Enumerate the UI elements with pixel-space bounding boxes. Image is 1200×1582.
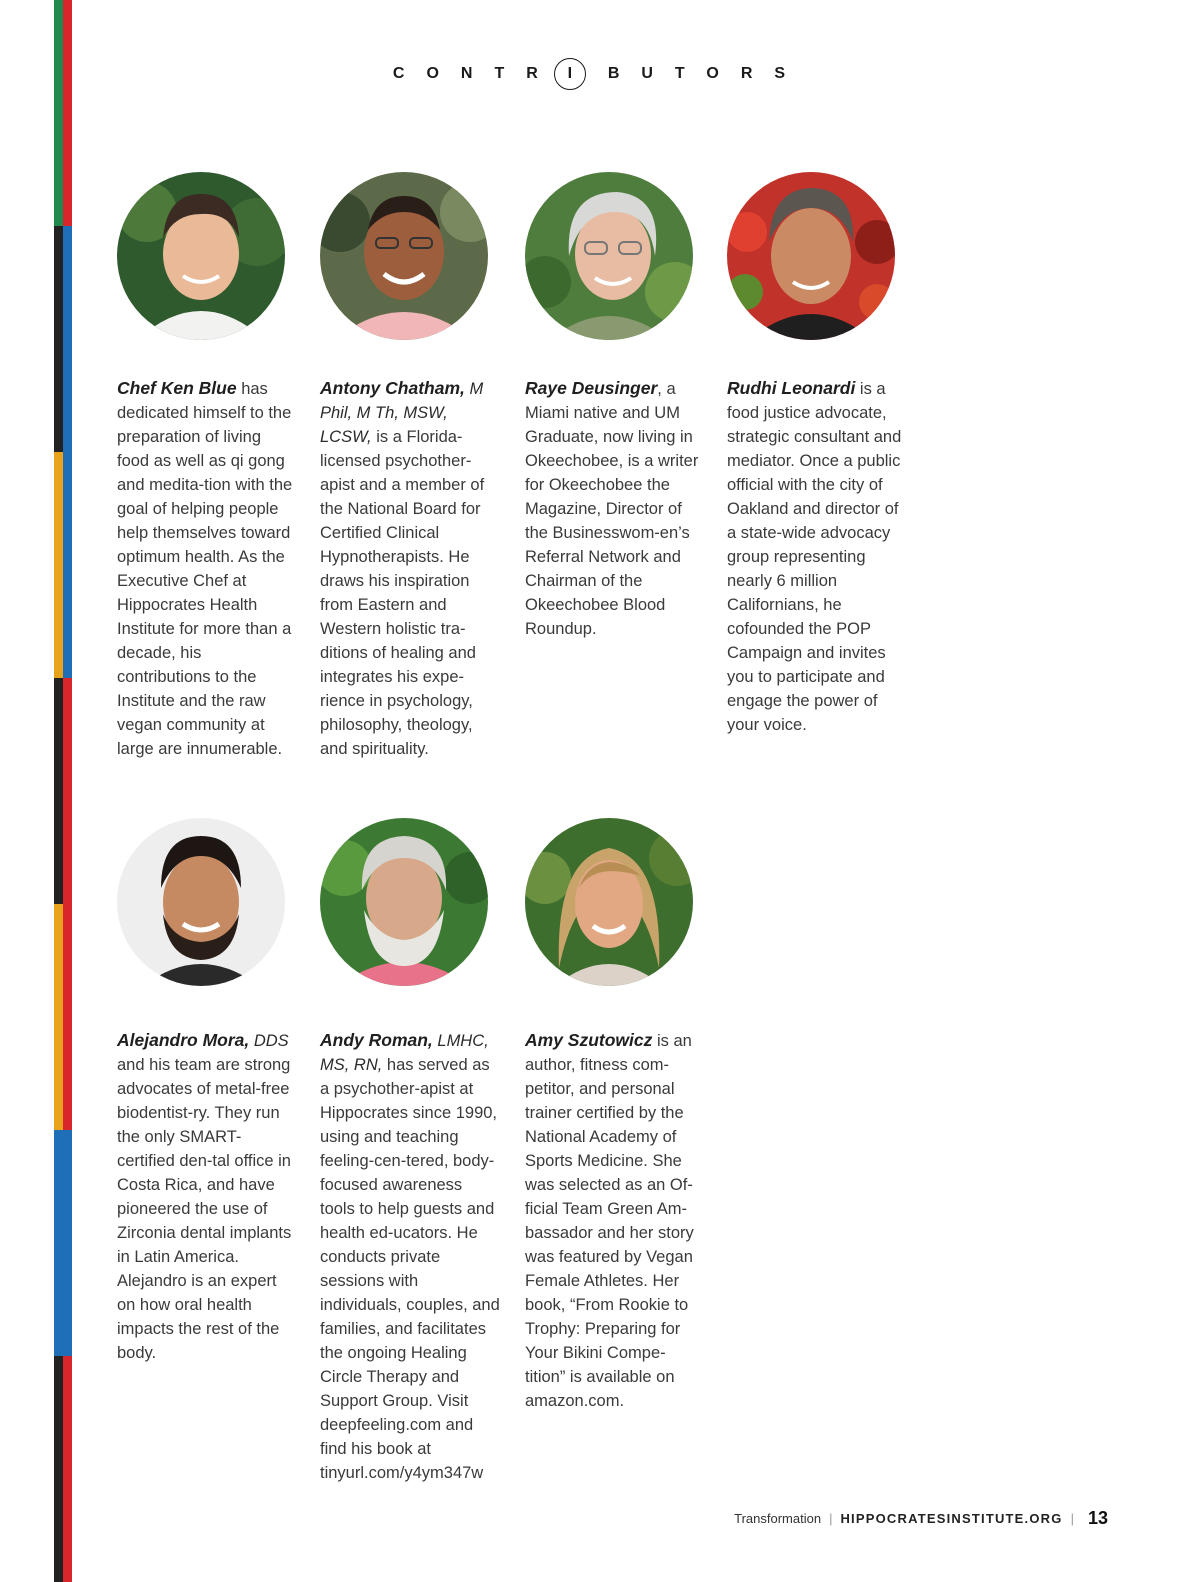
contributor-card-antony-chatham [320, 172, 500, 340]
contributor-bio-text: is an author, fitness com-petitor, and personal trainer certified by the National Academy of Sports Medicine. She was selected as an Of-ficial Team Green Am-bassador and her story was featured by Vegan Female Athletes. Her book, “From Rookie to Trophy: Preparing for Your Bikini Compe-tition” is available on amazon.com. [525, 1032, 694, 1410]
contributor-bio [117, 1028, 297, 1365]
contributor-bio-text: and his team are strong advocates of metal-free biodentist-ry. They run the only SMART-certified den-tal office in Costa Rica, and have pioneered the use of Zirconia dental implants in Latin America. Alejandro is an expert on how oral health impacts the rest of the body. [117, 1056, 292, 1362]
contributor-bio-text: has served as a psychother-apist at Hippocrates since 1990, using and teaching feeling-cen-tered, body-focused awareness tools to help guests and health ed-ucators. He conducts private sessions with individuals, couples, and families, and facilitates the ongoing Healing Circle Therapy and Support Group. Visit deepfeeling.com and find his book at tinyurl.com/y4ym347w [320, 1056, 500, 1482]
contributor-photo [117, 818, 285, 986]
contributor-name: Antony Chatham, [320, 378, 465, 398]
stripe-right [63, 0, 72, 1582]
contributor-credentials: DDS [253, 1032, 289, 1050]
contributor-credentials: LMHC, MS, RN, [320, 1032, 489, 1074]
contributor-card-alejandro-mora [117, 818, 297, 986]
page-number: 13 [1087, 1508, 1108, 1528]
contributor-name: Alejandro Mora, [117, 1030, 250, 1050]
contributor-bio-text: , a Miami native and UM Graduate, now living in Okeechobee, is a writer for Okeechobee the Magazine, Director of the Businesswom-en’s Referral Network and Chairman of the Okeechobee Blood Roundup. [525, 380, 699, 638]
contributor-bio-text: is a Florida-licensed psychother-apist and a member of the National Board for Certified Clinical Hypnotherapists. He draws his inspiration from Eastern and Western holistic tra-ditions of healing and integrates his expe-rience in psychology, philosophy, theology, and spirituality. [320, 428, 485, 758]
stripe-left [54, 0, 63, 1582]
contributor-photo [117, 172, 285, 340]
contributor-credentials: M Phil, M Th, MSW, LCSW, [320, 380, 484, 446]
contributor-card-ken-blue [117, 172, 297, 340]
contributor-card-andy-roman [320, 818, 500, 986]
contributor-photo [727, 172, 895, 340]
contributor-photo [320, 172, 488, 340]
left-color-stripes [54, 0, 72, 1582]
contributor-bio [727, 376, 907, 737]
contributor-bio-text: has dedicated himself to the preparation of living food as well as qi gong and medita-tion with the goal of helping people help themselves toward optimum health. As the Executive Chef at Hippocrates Health Institute for more than a decade, his contributions to the Institute and the raw vegan community at large are innumerable. [117, 380, 293, 758]
footer-divider: | [1070, 1511, 1074, 1526]
contributor-photo [525, 172, 693, 340]
contributor-bio-text: is a food justice advocate, strategic consultant and mediator. Once a public official with the city of Oakland and director of a state-wide advocacy group representing nearly 6 million Californians, he cofounded the POP Campaign and invites you to participate and engage the power of your voice. [727, 380, 902, 734]
contributor-card-raye-deusinger [525, 172, 705, 340]
contributor-bio [320, 376, 500, 761]
contributor-bio [117, 376, 297, 761]
contributor-name: Andy Roman, [320, 1030, 433, 1050]
contributor-name: Raye Deusinger [525, 378, 658, 398]
contributor-card-rudhi-leonardi [727, 172, 907, 340]
header-ring-letter: I [554, 58, 586, 90]
footer-website-link[interactable]: HIPPOCRATESINSTITUTE.ORG [840, 1511, 1063, 1526]
header-text-after: BUTORS [607, 65, 808, 82]
contributor-name: Amy Szutowicz [525, 1030, 653, 1050]
header-text-before: CONTR [392, 65, 560, 82]
contributor-name: Rudhi Leonardi [727, 378, 856, 398]
footer-divider: | [829, 1511, 833, 1526]
contributor-card-amy-szutowicz [525, 818, 705, 986]
contributor-bio [320, 1028, 500, 1485]
footer-magazine-name: Transformation [734, 1511, 822, 1526]
page-footer [734, 1508, 1108, 1529]
contributor-bio [525, 1028, 705, 1413]
contributor-name: Chef Ken Blue [117, 378, 237, 398]
contributor-photo [525, 818, 693, 986]
section-header [0, 58, 1200, 90]
contributor-bio [525, 376, 705, 641]
contributor-photo [320, 818, 488, 986]
